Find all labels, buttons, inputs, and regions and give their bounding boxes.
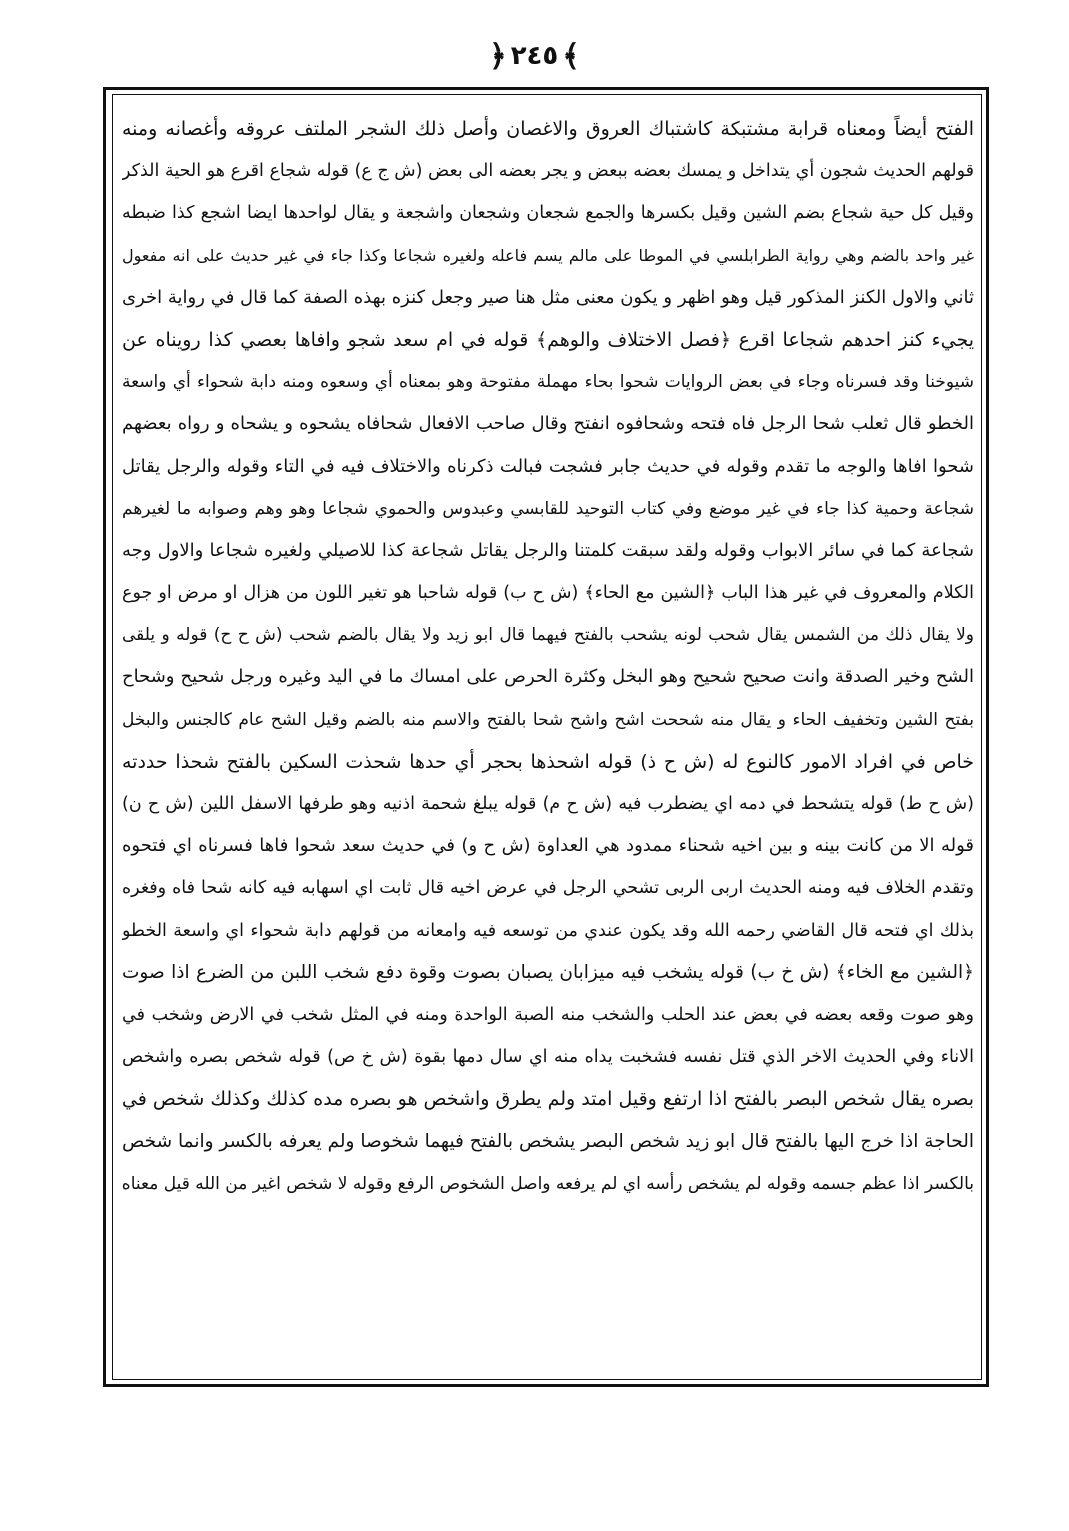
text-line: وهو صوت وقعه بعضه في بعض عند الحلب والشخب منه الصبة الواحدة ومنه في المثل شخب في الارض وشخب في <box>122 1004 974 1025</box>
text-line: قوله الا من كانت بينه و بين اخيه شحناء ممدود هي العداوة (ش ح و) في حديث سعد شحوا فاها فسرناه اي فتحوه <box>122 835 974 857</box>
text-line: خاص في افراد الامور كالنوع له (ش ح ذ) قوله اشحذها بحجر أي حدها شحذت السكين بالفتح شحذا حددته <box>122 750 974 773</box>
text-line: شيوخنا وقد فسرناه وجاء في بعض الروايات شحوا بحاء مهملة مفتوحة وهو بمعناه أي وسعوه ومنه دابة شحواء أي واسعة <box>122 372 974 393</box>
text-line: ثاني والاول الكنز المذكور قيل وهو اظهر و يكون معنى مثل هنا صير وجعل كنزه بهذه الصفة كما قال في رواية اخرى <box>122 286 974 308</box>
text-line: بفتح الشين وتخفيف الحاء و يقال منه شححت اشح واشح شحا بالفتح والاسم منه بالضم وقيل الشح عام كالجنس والبخل <box>122 709 974 730</box>
text-line: الشح وخير الصدقة وانت صحيح شحيح وهو البخل وكثرة الحرص على امساك ما في اليد وغيره ورجل شحيح وشحاح <box>122 666 974 688</box>
text-line: وقيل كل حية شجاع بضم الشين وقيل بكسرها والجمع شجعان وشجعان واشجعة و يقال لواحدها ايضا اشجع كذا ضبطه <box>122 203 974 224</box>
text-line: الاناء وفي الحديث الاخر الذي قتل نفسه فشخبت يداه منه اي سال دمها بقوة (ش خ ص) قوله شخص بصره واشخص <box>122 1047 974 1068</box>
text-line: الكلام والمعروف في غير هذا الباب ﴿الشين مع الحاء﴾ (ش ح ب) قوله شاحبا هو تغير اللون من هزال او مرض او جوع <box>122 583 974 604</box>
text-line: (ش ح ط) قوله يتشحط في دمه اي يضطرب فيه (ش ح م) قوله يبلغ شحمة اذنيه وهو طرفها الاسفل اللين (ش ح ن) <box>122 794 974 814</box>
text-line: بالكسر اذا عظم جسمه وقوله لم يشخص رأسه اي لم يرفعه واصل الشخوص الرفع وقوله لا شخص اغير من الله قيل معناه <box>122 1173 974 1194</box>
page-number-value: ٢٤٥ <box>510 41 559 71</box>
page-number-left-ornament: ﴿ <box>489 39 507 74</box>
text-line: قولهم الحديث شجون أي يتداخل و يمسك بعضه ببعض و يجر بعضه الى بعض (ش ج ع) قوله شجاع اقرع هو الحية الذكر <box>122 161 974 182</box>
text-line: الحاجة اذا خرج اليها بالفتح قال ابو زيد شخص البصر يشخص بالفتح فيهما شخوصا ولم يعرفه بالكسر وانما شخص <box>122 1130 974 1152</box>
text-line: بذلك اي فتحه قال القاضي رحمه الله وقد يكون عندي من توسعه فيه وامعانه من قولهم دابة شحواء اي واسعة الخطو <box>122 920 974 941</box>
text-line: وتقدم الخلاف فيه ومنه الحديث اربى الربى تشحي الرجل في عرض اخيه قال ثابت اي اسهابه فيه كانه شحا فاه وفغره <box>122 878 974 899</box>
text-line: الخطو قال ثعلب شحا الرجل فاه فتحه وشحافوه انفتح وقال صاحب الافعال شحافاه يشحوه و يشحاه و رواه بعضهم <box>122 413 974 435</box>
text-line: الفتح أيضاً ومعناه قرابة مشتبكة كاشتباك العروق والاغصان وأصل ذلك الشجر الملتف عروقه وأغصانه ومنه <box>122 118 974 140</box>
text-line: شحوا افاها والوجه ما تقدم وقوله في حديث جابر فشجت فبالت ذكرناه والاختلاف فيه في التاء وقوله والرجل يقاتل <box>122 455 974 477</box>
text-line: ولا يقال ذلك من الشمس يقال شحب لونه يشحب بالفتح فيهما قال ابو زيد ولا يقال بالضم شحب (ش ح ح) قوله و يلقى <box>122 625 974 646</box>
text-line: غير واحد بالضم وهي رواية الطرابلسي في الموطا على مالم يسم فاعله ولغيره شجاعا وكذا جاء في غير حديث على انه مفعول <box>122 245 974 265</box>
page-number <box>0 36 1069 77</box>
page-number-right-ornament: ﴾ <box>562 39 580 74</box>
text-line: شجاعة وحمية كذا جاء في غير موضع وفي كتاب التوحيد للقابسي وعبدوس والحموي شجاعا وهو وهم وصوابه ما لغيرهم <box>122 498 974 519</box>
text-line: يجيء كنز احدهم شجاعا اقرع ﴿فصل الاختلاف والوهم﴾ قوله في ام سعد شجو وافاها بعصي كذا رويناه عن <box>122 328 974 351</box>
text-line: ﴿الشين مع الخاء﴾ (ش خ ب) قوله يشخب فيه ميزابان يصبان بصوت وقوة دفع شخب اللبن من الضرع اذا صوت <box>122 961 974 983</box>
text-line: بصره يقال شخص البصر بالفتح اذا ارتفع وقيل امتد ولم يطرق واشخص هو بصره مده كذلك وكذلك شخص في <box>122 1088 974 1111</box>
text-body <box>122 108 974 1205</box>
text-line: شجاعة كما في سائر الابواب وقوله ولقد سبقت كلمتنا والرجل يقاتل شجاعة كذا للاصيلي ولغيره شجاعا والاول وجه <box>122 539 974 561</box>
